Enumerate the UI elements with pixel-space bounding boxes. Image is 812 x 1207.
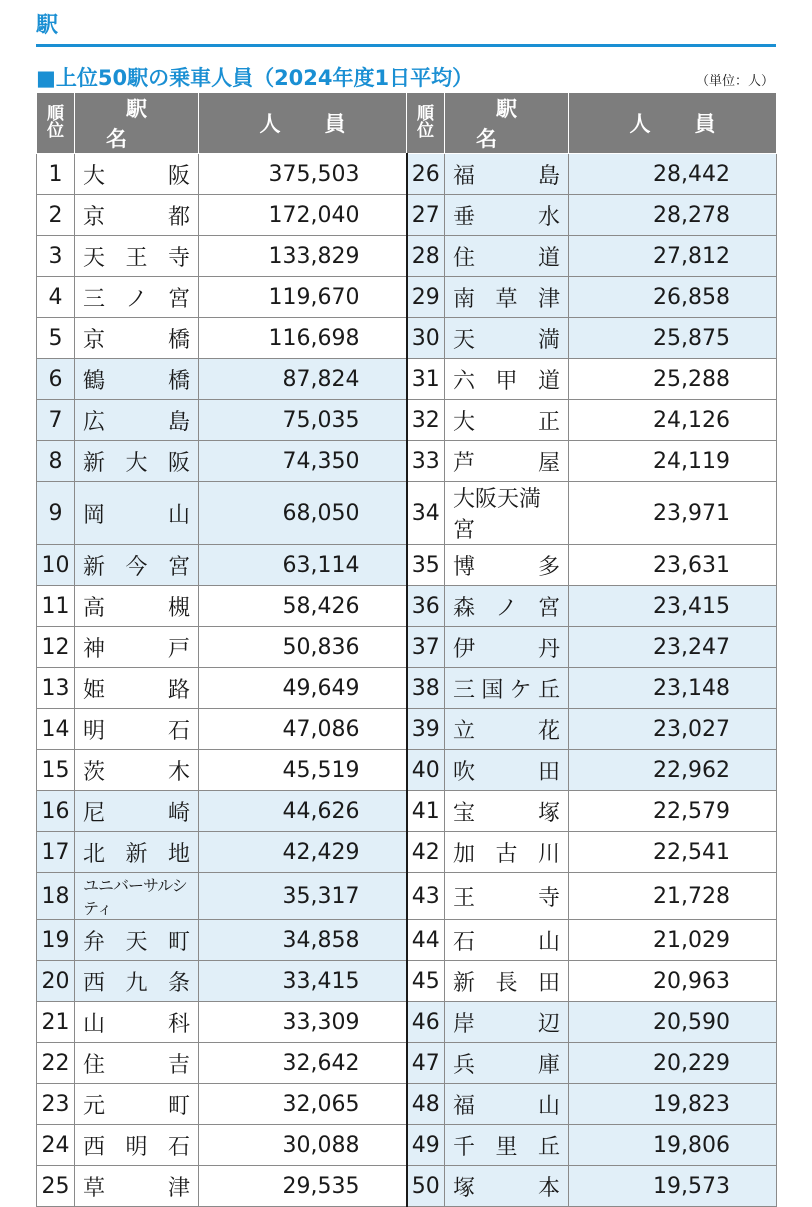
ridership-count-cell: 23,631 bbox=[569, 545, 777, 586]
station-name: 石 山 bbox=[453, 929, 560, 955]
station-name-cell bbox=[75, 318, 199, 359]
station-name-cell bbox=[445, 277, 569, 318]
station-name: 塚 本 bbox=[453, 1175, 560, 1201]
ridership-count-cell: 87,824 bbox=[199, 359, 407, 400]
ridership-count-cell: 22,541 bbox=[569, 832, 777, 873]
station-name-cell bbox=[445, 832, 569, 873]
station-header-right: 駅名 bbox=[445, 93, 569, 154]
ridership-count-cell: 375,503 bbox=[199, 154, 407, 195]
station-name-cell bbox=[445, 1166, 569, 1207]
ridership-count-cell: 19,823 bbox=[569, 1084, 777, 1125]
station-name: 福 山 bbox=[453, 1093, 560, 1119]
rank-cell: 7 bbox=[37, 400, 75, 441]
station-name: 新 大 阪 bbox=[83, 450, 190, 476]
rank-cell: 28 bbox=[407, 236, 445, 277]
station-name-cell bbox=[75, 627, 199, 668]
station-name-cell bbox=[75, 277, 199, 318]
rank-header-line2: 位 bbox=[47, 121, 64, 141]
rank-cell: 50 bbox=[407, 1166, 445, 1207]
ridership-count-cell: 34,858 bbox=[199, 920, 407, 961]
station-name-cell bbox=[445, 627, 569, 668]
station-name-cell bbox=[445, 441, 569, 482]
station-name-cell bbox=[445, 668, 569, 709]
ridership-count-cell: 45,519 bbox=[199, 750, 407, 791]
ridership-count-cell: 35,317 bbox=[199, 873, 407, 920]
rank-cell: 43 bbox=[407, 873, 445, 920]
ridership-count-cell: 172,040 bbox=[199, 195, 407, 236]
rank-cell: 22 bbox=[37, 1043, 75, 1084]
ridership-count-cell: 27,812 bbox=[569, 236, 777, 277]
rank-cell: 29 bbox=[407, 277, 445, 318]
station-name: 岸 辺 bbox=[453, 1011, 560, 1037]
ridership-count-cell: 19,806 bbox=[569, 1125, 777, 1166]
rank-cell: 44 bbox=[407, 920, 445, 961]
station-name: 南 草 津 bbox=[453, 286, 560, 312]
rank-cell: 47 bbox=[407, 1043, 445, 1084]
station-name: 姫 路 bbox=[83, 677, 190, 703]
station-name: 西 明 石 bbox=[83, 1134, 190, 1160]
ridership-count-cell: 47,086 bbox=[199, 709, 407, 750]
table-body bbox=[37, 154, 777, 1207]
table-row bbox=[37, 195, 777, 236]
unit-note: （単位：人） bbox=[695, 74, 774, 89]
ridership-count-cell: 133,829 bbox=[199, 236, 407, 277]
ridership-count-cell: 44,626 bbox=[199, 791, 407, 832]
station-name: 明 石 bbox=[83, 718, 190, 744]
table-title: ■上位50駅の乗車人員（2024年度1日平均） bbox=[36, 66, 474, 90]
station-name: 福 島 bbox=[453, 163, 560, 189]
rank-cell: 45 bbox=[407, 961, 445, 1002]
rank-cell: 23 bbox=[37, 1084, 75, 1125]
station-name-cell bbox=[75, 1002, 199, 1043]
rank-cell: 42 bbox=[407, 832, 445, 873]
station-name-cell bbox=[445, 482, 569, 545]
rank-cell: 33 bbox=[407, 441, 445, 482]
station-header-left: 駅名 bbox=[75, 93, 199, 154]
station-name: 住 道 bbox=[453, 245, 560, 271]
rank-cell: 48 bbox=[407, 1084, 445, 1125]
ridership-count-cell: 49,649 bbox=[199, 668, 407, 709]
station-name-cell bbox=[75, 545, 199, 586]
rank-cell: 1 bbox=[37, 154, 75, 195]
rank-cell: 4 bbox=[37, 277, 75, 318]
station-name: 弁 天 町 bbox=[83, 929, 190, 955]
station-name: 北 新 地 bbox=[83, 841, 190, 867]
ridership-count-cell: 75,035 bbox=[199, 400, 407, 441]
rank-header-left bbox=[37, 93, 75, 154]
ridership-count-cell: 23,148 bbox=[569, 668, 777, 709]
ridership-count-cell: 116,698 bbox=[199, 318, 407, 359]
rank-cell: 17 bbox=[37, 832, 75, 873]
station-name: 大 阪 bbox=[83, 163, 190, 189]
station-name: 六 甲 道 bbox=[453, 368, 560, 394]
station-name-cell bbox=[75, 1125, 199, 1166]
station-name-cell bbox=[75, 154, 199, 195]
ridership-count-cell: 63,114 bbox=[199, 545, 407, 586]
station-name-cell bbox=[75, 400, 199, 441]
ridership-count-cell: 20,590 bbox=[569, 1002, 777, 1043]
station-name-cell bbox=[445, 920, 569, 961]
station-name-cell bbox=[445, 400, 569, 441]
station-name-cell bbox=[75, 1043, 199, 1084]
station-name-cell bbox=[75, 441, 199, 482]
rank-cell: 40 bbox=[407, 750, 445, 791]
rank-header-line1: 順 bbox=[47, 104, 64, 124]
station-name-cell bbox=[75, 832, 199, 873]
station-name: 三 国 ケ 丘 bbox=[453, 677, 560, 703]
station-name-cell bbox=[445, 1125, 569, 1166]
station-name-cell bbox=[445, 961, 569, 1002]
rank-cell: 35 bbox=[407, 545, 445, 586]
ridership-count-cell: 119,670 bbox=[199, 277, 407, 318]
station-name: 宝 塚 bbox=[453, 800, 560, 826]
station-name-cell bbox=[75, 482, 199, 545]
station-name: 山 科 bbox=[83, 1011, 190, 1037]
station-name: 立 花 bbox=[453, 718, 560, 744]
rank-cell: 49 bbox=[407, 1125, 445, 1166]
rank-cell: 13 bbox=[37, 668, 75, 709]
station-name: 神 戸 bbox=[83, 636, 190, 662]
rank-cell: 11 bbox=[37, 586, 75, 627]
station-name-cell bbox=[75, 195, 199, 236]
station-name-cell bbox=[75, 873, 199, 920]
station-name-cell bbox=[75, 791, 199, 832]
station-name: 森 ノ 宮 bbox=[453, 595, 560, 621]
station-name-cell bbox=[445, 154, 569, 195]
station-name-cell bbox=[75, 709, 199, 750]
station-name-cell bbox=[75, 750, 199, 791]
station-name-cell bbox=[75, 1084, 199, 1125]
rank-cell: 15 bbox=[37, 750, 75, 791]
table-row bbox=[37, 873, 777, 920]
table-row bbox=[37, 400, 777, 441]
table-header-row bbox=[37, 93, 777, 154]
ridership-table bbox=[36, 92, 777, 1207]
rank-cell: 25 bbox=[37, 1166, 75, 1207]
station-name: 兵 庫 bbox=[453, 1052, 560, 1078]
station-name: 天 満 bbox=[453, 327, 560, 353]
ridership-count-cell: 24,119 bbox=[569, 441, 777, 482]
rank-cell: 21 bbox=[37, 1002, 75, 1043]
ridership-count-cell: 24,126 bbox=[569, 400, 777, 441]
rank-header-line2: 位 bbox=[417, 121, 434, 141]
ridership-count-cell: 68,050 bbox=[199, 482, 407, 545]
rank-cell: 24 bbox=[37, 1125, 75, 1166]
ridership-count-cell: 23,247 bbox=[569, 627, 777, 668]
ridership-count-cell: 50,836 bbox=[199, 627, 407, 668]
rank-cell: 32 bbox=[407, 400, 445, 441]
rank-cell: 41 bbox=[407, 791, 445, 832]
station-name-cell bbox=[75, 668, 199, 709]
ridership-count-cell: 26,858 bbox=[569, 277, 777, 318]
station-name-cell bbox=[445, 545, 569, 586]
rank-cell: 20 bbox=[37, 961, 75, 1002]
ridership-count-cell: 20,229 bbox=[569, 1043, 777, 1084]
rank-cell: 27 bbox=[407, 195, 445, 236]
rank-cell: 39 bbox=[407, 709, 445, 750]
ridership-count-cell: 22,579 bbox=[569, 791, 777, 832]
ridership-count-cell: 20,963 bbox=[569, 961, 777, 1002]
table-row bbox=[37, 359, 777, 400]
rank-cell: 26 bbox=[407, 154, 445, 195]
table-row bbox=[37, 236, 777, 277]
station-name: 高 槻 bbox=[83, 595, 190, 621]
ridership-count-cell: 33,415 bbox=[199, 961, 407, 1002]
ridership-count-cell: 58,426 bbox=[199, 586, 407, 627]
station-name: 大阪天満宮 bbox=[453, 487, 542, 543]
station-name: 西 九 条 bbox=[83, 970, 190, 996]
station-name: 伊 丹 bbox=[453, 636, 560, 662]
ridership-count-cell: 42,429 bbox=[199, 832, 407, 873]
table-row bbox=[37, 920, 777, 961]
rank-header-line1: 順 bbox=[417, 104, 434, 124]
station-name: 加 古 川 bbox=[453, 841, 560, 867]
section-title: 駅 bbox=[36, 13, 59, 38]
station-name-cell bbox=[445, 359, 569, 400]
station-name-cell bbox=[445, 791, 569, 832]
ridership-count-cell: 28,442 bbox=[569, 154, 777, 195]
station-name: 新 今 宮 bbox=[83, 554, 190, 580]
station-name-cell bbox=[445, 318, 569, 359]
ridership-count-cell: 74,350 bbox=[199, 441, 407, 482]
station-name: 岡 山 bbox=[83, 502, 190, 528]
station-name: 鶴 橋 bbox=[83, 368, 190, 394]
rank-cell: 38 bbox=[407, 668, 445, 709]
ridership-count-cell: 25,288 bbox=[569, 359, 777, 400]
table-row bbox=[37, 709, 777, 750]
rank-cell: 8 bbox=[37, 441, 75, 482]
table-row bbox=[37, 277, 777, 318]
table-row bbox=[37, 482, 777, 545]
rank-cell: 31 bbox=[407, 359, 445, 400]
table-row bbox=[37, 1166, 777, 1207]
station-name-cell bbox=[75, 359, 199, 400]
rank-cell: 10 bbox=[37, 545, 75, 586]
station-name: 王 寺 bbox=[453, 885, 560, 911]
station-name: ユニバーサルシティ bbox=[83, 876, 187, 918]
ridership-count-cell: 22,962 bbox=[569, 750, 777, 791]
rank-cell: 3 bbox=[37, 236, 75, 277]
count-header-right: 人員 bbox=[569, 93, 777, 154]
station-name-cell bbox=[445, 750, 569, 791]
station-name-cell bbox=[445, 1043, 569, 1084]
table-row bbox=[37, 1043, 777, 1084]
ridership-count-cell: 21,728 bbox=[569, 873, 777, 920]
station-name-cell bbox=[75, 586, 199, 627]
station-name-cell bbox=[445, 709, 569, 750]
rank-cell: 16 bbox=[37, 791, 75, 832]
station-name: 新 長 田 bbox=[453, 970, 560, 996]
table-row bbox=[37, 791, 777, 832]
ridership-count-cell: 29,535 bbox=[199, 1166, 407, 1207]
station-name-cell bbox=[445, 1002, 569, 1043]
table-row bbox=[37, 750, 777, 791]
station-name-cell bbox=[75, 1166, 199, 1207]
station-name-cell bbox=[75, 961, 199, 1002]
table-row bbox=[37, 154, 777, 195]
rank-cell: 36 bbox=[407, 586, 445, 627]
ridership-count-cell: 23,971 bbox=[569, 482, 777, 545]
station-name-cell bbox=[445, 1084, 569, 1125]
rank-cell: 30 bbox=[407, 318, 445, 359]
station-name: 千 里 丘 bbox=[453, 1134, 560, 1160]
station-name: 大 正 bbox=[453, 409, 560, 435]
ridership-count-cell: 23,027 bbox=[569, 709, 777, 750]
rank-cell: 12 bbox=[37, 627, 75, 668]
table-row bbox=[37, 441, 777, 482]
ridership-count-cell: 33,309 bbox=[199, 1002, 407, 1043]
station-name: 京 橋 bbox=[83, 327, 190, 353]
station-name: 天 王 寺 bbox=[83, 245, 190, 271]
rank-cell: 5 bbox=[37, 318, 75, 359]
station-name-cell bbox=[75, 920, 199, 961]
ridership-count-cell: 19,573 bbox=[569, 1166, 777, 1207]
table-row bbox=[37, 318, 777, 359]
ridership-count-cell: 23,415 bbox=[569, 586, 777, 627]
station-name: 住 吉 bbox=[83, 1052, 190, 1078]
station-name: 芦 屋 bbox=[453, 450, 560, 476]
station-name: 茨 木 bbox=[83, 759, 190, 785]
ridership-count-cell: 21,029 bbox=[569, 920, 777, 961]
station-name: 京 都 bbox=[83, 204, 190, 230]
ridership-count-cell: 30,088 bbox=[199, 1125, 407, 1166]
rank-cell: 37 bbox=[407, 627, 445, 668]
rank-cell: 2 bbox=[37, 195, 75, 236]
station-name-cell bbox=[445, 195, 569, 236]
rank-cell: 18 bbox=[37, 873, 75, 920]
station-name: 博 多 bbox=[453, 554, 560, 580]
rank-cell: 46 bbox=[407, 1002, 445, 1043]
ridership-count-cell: 25,875 bbox=[569, 318, 777, 359]
station-name-cell bbox=[75, 236, 199, 277]
station-name: 広 島 bbox=[83, 409, 190, 435]
table-row bbox=[37, 1002, 777, 1043]
ridership-count-cell: 28,278 bbox=[569, 195, 777, 236]
station-name-cell bbox=[445, 873, 569, 920]
table-row bbox=[37, 1084, 777, 1125]
station-name-cell bbox=[445, 586, 569, 627]
rank-header-right bbox=[407, 93, 445, 154]
table-row bbox=[37, 627, 777, 668]
table-row bbox=[37, 668, 777, 709]
rank-cell: 34 bbox=[407, 482, 445, 545]
station-name-cell bbox=[445, 236, 569, 277]
station-name: 垂 水 bbox=[453, 204, 560, 230]
station-name: 尼 崎 bbox=[83, 800, 190, 826]
rank-cell: 19 bbox=[37, 920, 75, 961]
station-name: 吹 田 bbox=[453, 759, 560, 785]
table-row bbox=[37, 832, 777, 873]
rank-cell: 14 bbox=[37, 709, 75, 750]
ridership-count-cell: 32,642 bbox=[199, 1043, 407, 1084]
table-row bbox=[37, 545, 777, 586]
station-name: 三 ノ 宮 bbox=[83, 286, 190, 312]
table-row bbox=[37, 586, 777, 627]
rank-cell: 9 bbox=[37, 482, 75, 545]
table-row bbox=[37, 1125, 777, 1166]
station-name: 草 津 bbox=[83, 1175, 190, 1201]
section-divider bbox=[36, 44, 776, 47]
ridership-count-cell: 32,065 bbox=[199, 1084, 407, 1125]
rank-cell: 6 bbox=[37, 359, 75, 400]
station-name: 元 町 bbox=[83, 1093, 190, 1119]
table-row bbox=[37, 961, 777, 1002]
count-header-left: 人員 bbox=[199, 93, 407, 154]
